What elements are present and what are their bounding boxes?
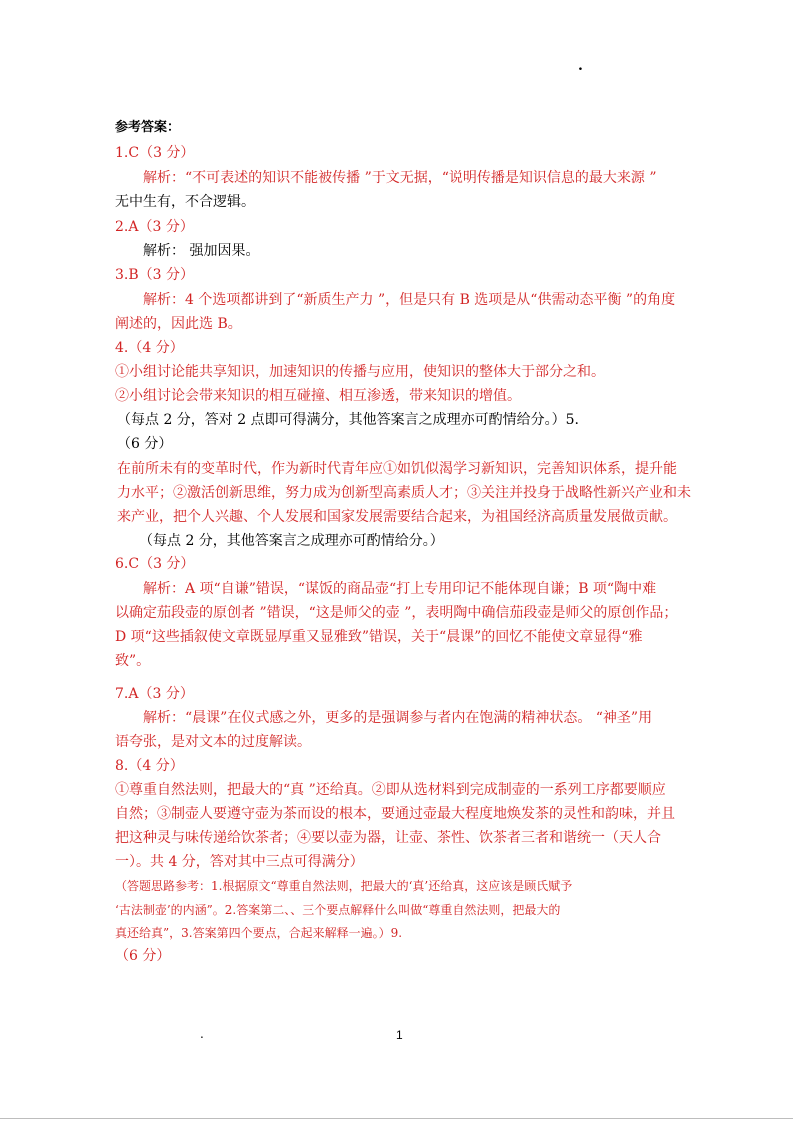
- answer-8-hint-3: 真还给真”，3.答案第四个要点，合起来解释一遍。）9.: [115, 926, 403, 940]
- page-number: 1: [396, 1028, 403, 1042]
- answer-8-heading: 8.（4 分）: [115, 758, 184, 774]
- answer-5-scoring: （每点 2 分，其他答案言之成理亦可酌情给分。）: [139, 533, 444, 549]
- answer-8-body-1: ①尊重自然法则，把最大的“真 ”还给真。②即从选材料到完成制壶的一系列工序都要顺应: [115, 782, 666, 798]
- page-bottom-edge: [0, 1118, 793, 1119]
- answer-6-heading: 6.C（3 分）: [115, 556, 195, 572]
- answer-3-analysis: 解析：4 个选项都讲到了“新质生产力 ”，但是只有 B 选项是从“供需动态平衡 ”的角度: [143, 292, 676, 308]
- header-dot: .: [578, 58, 583, 74]
- answer-4-heading: 4.（4 分）: [115, 340, 184, 356]
- answer-6-analysis-1: 解析：A 项“自谦”错误，“谋饭的商品壶“打上专用印记不能体现自谦；B 项“陶中难: [143, 581, 657, 597]
- footer-dot: .: [200, 1027, 204, 1041]
- answer-5-body-1: 在前所未有的变革时代，作为新时代青年应①如饥似渴学习新知识，完善知识体系，提升能: [117, 461, 677, 477]
- answer-6-analysis-3: D 项“这些插叙使文章既显厚重又显雅致”错误，关于“晨课”的回忆不能使文章显得“雅: [115, 629, 643, 645]
- answer-3-analysis-cont: 阐述的，因此选 B。: [115, 316, 242, 332]
- answer-7-heading: 7.A（3 分）: [115, 686, 194, 702]
- answer-2-heading: 2.A（3 分）: [115, 219, 194, 235]
- answer-1-heading: 1.C（3 分）: [115, 145, 195, 161]
- answer-1-analysis-cont: 无中生有，不合逻辑。: [115, 194, 255, 210]
- answer-3-heading: 3.B（3 分）: [115, 267, 195, 283]
- answer-1-analysis: 解析：“不可表述的知识不能被传播 ”于文无据，“说明传播是知识信息的最大来源 ”: [143, 170, 657, 186]
- answer-7-analysis-1: 解析：“晨课”在仪式感之外，更多的是强调参与者内在饱满的精神状态。 “神圣”用: [143, 710, 653, 726]
- answer-8-body-2: 自然；③制壶人要遵守壶为茶而设的根本，要通过壶最大程度地焕发茶的灵性和韵味，并且: [115, 806, 675, 822]
- answer-8-hint-2: ‘古法制壶’的内涵”。2.答案第二、、三个要点解释什么叫做“尊重自然法则，把最大的: [115, 903, 561, 917]
- answer-4-point-2: ②小组讨论会带来知识的相互碰撞、相互渗透，带来知识的增值。: [115, 388, 521, 404]
- answer-7-analysis-2: 语夸张，是对文本的过度解读。: [115, 734, 311, 750]
- answer-8-body-3: 把这种灵与味传递给饮茶者；④要以壶为器，让壶、茶性、饮茶者三者和谐统一（天人合: [115, 830, 661, 846]
- answer-5-body-3: 来产业，把个人兴趣、个人发展和国家发展需要结合起来，为祖国经济高质量发展做贡献。: [117, 509, 677, 525]
- answer-9-heading: （6 分）: [115, 948, 171, 964]
- answer-6-analysis-2: 以确定茄段壶的原创者 ”错误，“这是师父的壶 ”，表明陶中确信茄段壶是师父的原创作品；: [115, 605, 678, 621]
- answer-2-analysis: 解析： 强加因果。: [143, 243, 260, 259]
- answer-8-hint-1: （答题思路参考：1.根据原文“尊重自然法则，把最大的‘真’还给真，这应该是顾氏赋予: [115, 879, 573, 893]
- answer-4-point-1: ①小组讨论能共享知识，加速知识的传播与应用，使知识的整体大于部分之和。: [115, 364, 605, 380]
- answer-8-body-4: 一）。共 4 分，答对其中三点可得满分）: [115, 854, 364, 870]
- answers-title: 参考答案：: [115, 120, 181, 135]
- answer-5-body-2: 力水平；②激活创新思维，努力成为创新型高素质人才；③关注并投身于战略性新兴产业和未: [117, 485, 691, 501]
- answer-4-scoring: （每点 2 分，答对 2 点即可得满分，其他答案言之成理亦可酌情给分。）5.: [117, 412, 579, 428]
- answer-6-analysis-4: 致”。: [115, 653, 151, 669]
- answer-5-heading: （6 分）: [117, 436, 173, 452]
